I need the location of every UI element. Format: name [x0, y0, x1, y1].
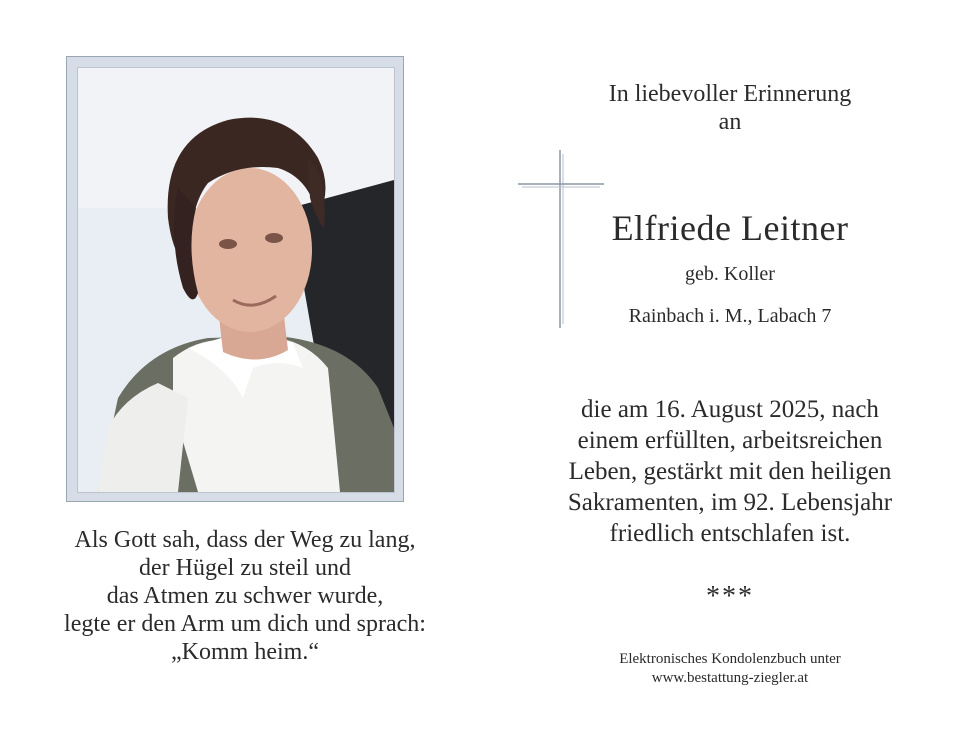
death-notice: [530, 394, 930, 549]
heading-line-1: In liebevoller Erinnerung: [608, 81, 852, 107]
poem-line: Als Gott sah, dass der Weg zu lang,: [74, 527, 416, 553]
notice-line: Sakramenten, im 92. Lebensjahr: [567, 489, 893, 516]
deceased-address: Rainbach i. M., Labach 7: [628, 305, 832, 327]
condolence-link[interactable]: www.bestattung-ziegler.at: [651, 670, 809, 686]
condolence-footer: [580, 650, 880, 688]
memorial-heading: [540, 80, 920, 136]
notice-line: einem erfüllten, arbeitsreichen: [577, 427, 883, 454]
poem-line: das Atmen zu schwer wurde,: [106, 583, 384, 609]
heading-line-2: an: [718, 109, 742, 135]
poem-line: der Hügel zu steil und: [139, 555, 351, 581]
portrait-frame: [66, 56, 404, 502]
notice-line: Leben, gestärkt mit den heiligen: [568, 458, 892, 485]
poem-line: legte er den Arm um dich und sprach:: [64, 611, 426, 637]
footer-line-1: Elektronisches Kondolenzbuch unter: [619, 651, 841, 667]
portrait-photo: [77, 67, 395, 493]
memorial-poem: [40, 526, 450, 666]
deceased-name: Elfriede Leitner: [611, 208, 849, 248]
notice-line: friedlich entschlafen ist.: [609, 520, 851, 547]
maiden-name: geb. Koller: [685, 263, 775, 285]
poem-line: „Komm heim.“: [171, 639, 319, 665]
separator-stars: ***: [706, 581, 754, 612]
notice-line: die am 16. August 2025, nach: [581, 396, 879, 423]
